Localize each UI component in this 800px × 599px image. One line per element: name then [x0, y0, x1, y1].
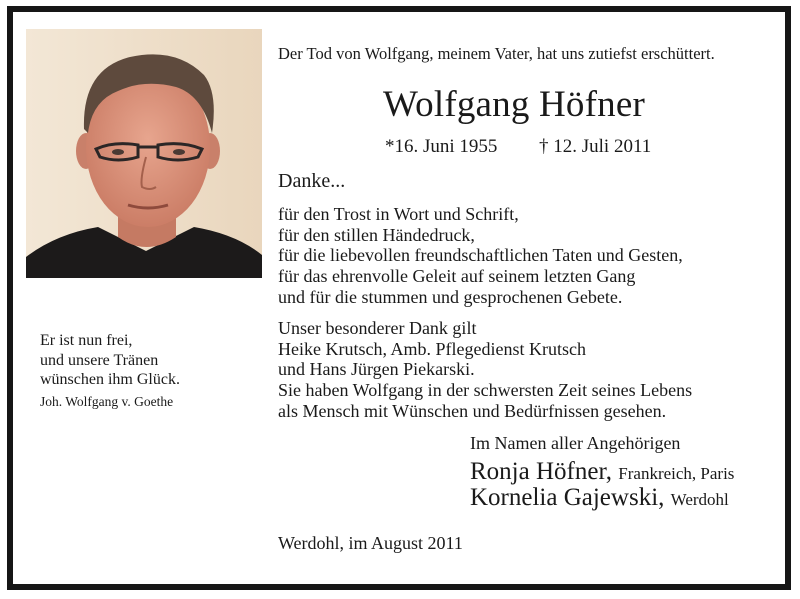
- signatory-place: Werdohl: [670, 490, 729, 509]
- quote-author: Joh. Wolfgang v. Goethe: [40, 394, 174, 409]
- special-thanks-line: Unser besonderer Dank gilt: [278, 318, 477, 338]
- thanks-line: für die liebevollen freundschaftlichen Taten und Gesten,: [278, 245, 683, 266]
- signatory-name: Kornelia Gajewski,: [470, 484, 665, 511]
- quote-line: wünschen ihm Glück.: [40, 371, 180, 388]
- dateline: Werdohl, im August 2011: [278, 533, 463, 553]
- birth-date: *16. Juni 1955: [385, 136, 498, 157]
- special-thanks-line: Sie haben Wolfgang in der schwersten Zeit seines Lebens: [278, 380, 693, 401]
- death-date: † 12. Juli 2011: [539, 136, 652, 157]
- quote-line: und unsere Tränen: [40, 351, 159, 369]
- signatory: [470, 484, 729, 512]
- portrait-photo: [26, 29, 262, 278]
- intro-text: Der Tod von Wolfgang, meinem Vater, hat uns zutiefst erschüttert.: [278, 44, 715, 63]
- signatory: [470, 458, 734, 486]
- thanks-paragraph: [278, 204, 683, 308]
- special-thanks-line: und Hans Jürgen Piekarski.: [278, 359, 475, 380]
- signatory-name: Ronja Höfner,: [470, 458, 613, 485]
- deceased-name: Wolfgang Höfner: [382, 84, 646, 125]
- special-thanks-line: als Mensch mit Wünschen und Bedürfnissen gesehen.: [278, 400, 667, 421]
- thanks-line: für das ehrenvolle Geleit auf seinem letzten Gang: [278, 266, 636, 287]
- special-thanks-paragraph: [278, 318, 692, 422]
- quote-line: Er ist nun frei,: [40, 332, 133, 349]
- on-behalf-line: Im Namen aller Angehörigen: [470, 433, 681, 453]
- signatory-place: Frankreich, Paris: [618, 464, 735, 483]
- special-thanks-line: Heike Krutsch, Amb. Pflegedienst Krutsch: [278, 338, 586, 359]
- goethe-quote: [40, 331, 180, 390]
- thanks-heading: Danke...: [278, 170, 346, 192]
- thanks-line: für den stillen Händedruck,: [278, 224, 475, 245]
- thanks-line: für den Trost in Wort und Schrift,: [278, 204, 519, 224]
- thanks-line: und für die stummen und gesprochenen Gebete.: [278, 286, 623, 307]
